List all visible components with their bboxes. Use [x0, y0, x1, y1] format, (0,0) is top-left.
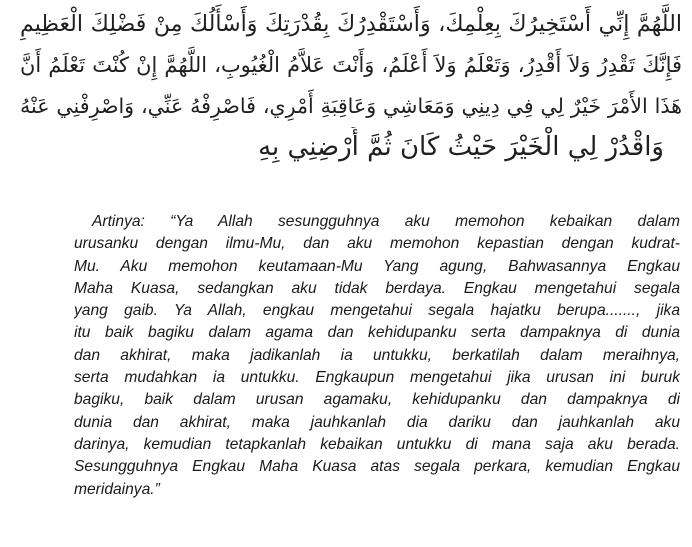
- translation-line-1: Artinya: “Ya Allah sesungguhnya aku memohon kebaikan dalam: [92, 213, 680, 230]
- translation-paragraph: [74, 211, 680, 501]
- translation-line-6: itu baik bagiku dalam agama dan kehidupanku serta dampaknya di dunia: [74, 324, 680, 342]
- translation-line-4: Maha Kuasa, sedangkan aku tidak berdaya. Engkau mengetahui segala: [74, 279, 680, 297]
- translation-line-3: Mu. Aku memohon keutamaan-Mu Yang agung, Bahwasannya Engkau: [74, 257, 680, 275]
- translation-line-7: dan akhirat, maka jadikanlah ia untukku, berkatilah dalam meraihnya,: [74, 346, 680, 364]
- arabic-prayer-text: [20, 4, 682, 168]
- arabic-line-2: فَإِنَّكَ تَقْدِرُ وَلاَ أَقْدِرُ، وَتَعْلَمُ وَلاَ أَعْلَمُ، وَأَنْتَ عَلاَّمُ الْغُيُوبِ، اللَّهُمَّ إِنْ كُنْتَ تَعْلَمُ أَنَّ: [20, 53, 682, 77]
- translation-line-2: urusanku dengan ilmu-Mu, dan aku memohon kepastian dengan kudrat-: [74, 235, 680, 253]
- translation-line-10: dunia dan akhirat, maka jauhkanlah dia dariku dan jauhkanlah aku: [74, 413, 680, 431]
- translation-line-9: bagiku, baik dalam urusan agamaku, kehidupanku dan dampaknya di: [74, 391, 680, 409]
- arabic-line-3: هَذَا الأَمْرَ خَيْرٌ لِي فِي دِينِي وَمَعَاشِي وَعَاقِبَةِ أَمْرِي، فَاصْرِفْهُ عَنِّي، وَاصْرِفْنِي عَنْهُ: [20, 94, 682, 118]
- translation-line-12: Sesungguhnya Engkau Maha Kuasa atas segala perkara, kemudian Engkau: [74, 458, 680, 476]
- translation-line-13: meridainya.”: [74, 480, 160, 498]
- arabic-line-4: وَاقْدُرْ لِي الْخَيْرَ حَيْثُ كَانَ ثُمَّ أَرْضِنِي بِهِ: [258, 132, 664, 162]
- translation-line-11: darinya, kemudian tetapkanlah kebaikan untukku di mana saja aku berada.: [74, 435, 680, 453]
- translation-line-5: yang gaib. Ya Allah, engkau mengetahui segala hajatku berupa......., jika: [74, 302, 680, 320]
- translation-line-8: serta mudahkan ia untukku. Engkaupun mengetahui jika urusan ini buruk: [74, 369, 680, 387]
- arabic-line-1: اللَّهُمَّ إِنِّي أَسْتَخِيرُكَ بِعِلْمِكَ، وَأَسْتَقْدِرُكَ بِقُدْرَتِكَ وَأَسْأَلُكَ مِنْ فَضْلِكَ الْعَظِيمِ: [20, 11, 682, 37]
